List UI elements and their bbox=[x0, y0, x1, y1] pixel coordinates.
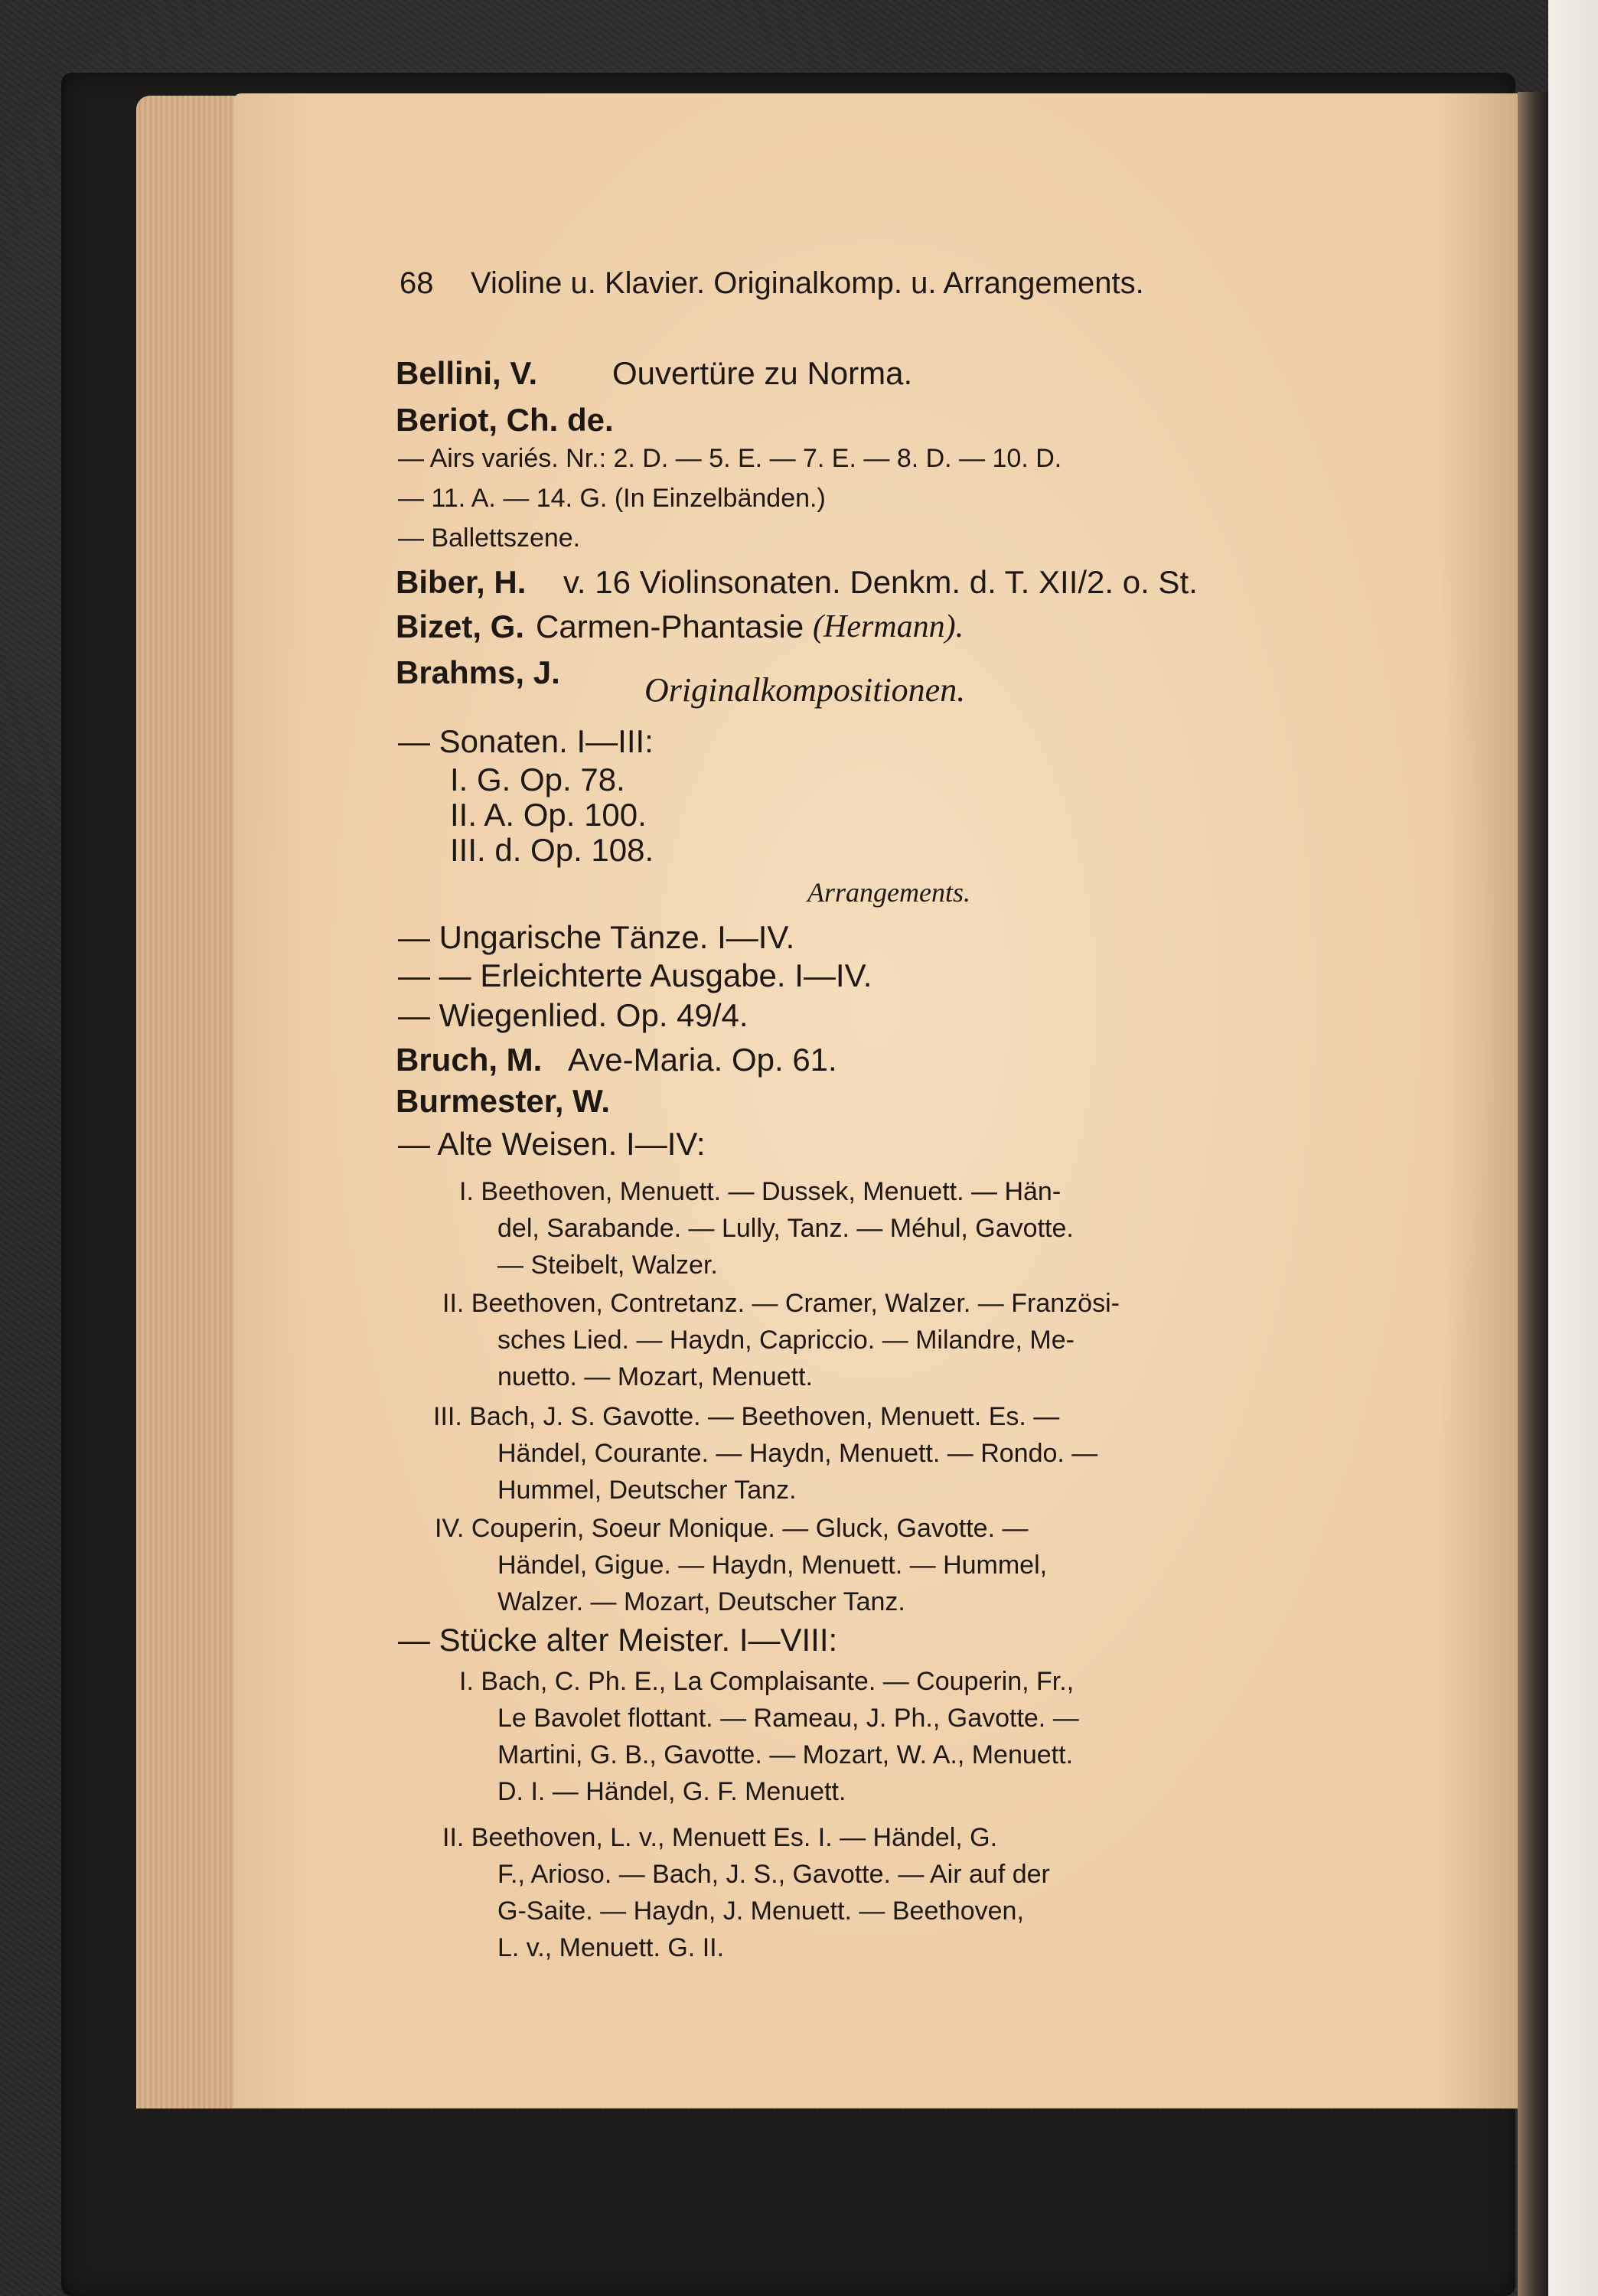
entry-bellini-text: Ouvertüre zu Norma. bbox=[612, 355, 913, 391]
brahms-sonata-1: I. G. Op. 78. bbox=[450, 762, 625, 797]
brahms-arr-3: — Wiegenlied. Op. 49/4. bbox=[398, 997, 748, 1033]
brahms-sonaten: — Sonaten. I—III: bbox=[398, 723, 654, 759]
alte-weisen-II-line-3: nuetto. — Mozart, Menuett. bbox=[497, 1362, 813, 1391]
page-number: 68 bbox=[400, 266, 434, 300]
entry-burmester-name: Burmester, W. bbox=[396, 1083, 611, 1119]
brahms-sonata-2: II. A. Op. 100. bbox=[450, 797, 647, 833]
alte-weisen-III-line-3: Hummel, Deutscher Tanz. bbox=[497, 1476, 797, 1505]
stuecke-II-line-4: L. v., Menuett. G. II. bbox=[497, 1933, 725, 1962]
entry-bizet-arranger: (Hermann). bbox=[813, 609, 964, 644]
alte-weisen-IV-line-1: IV. Couperin, Soeur Monique. — Gluck, Gavotte. — bbox=[435, 1514, 1029, 1543]
stuecke-II-line-3: G-Saite. — Haydn, J. Menuett. — Beethoven, bbox=[497, 1896, 1024, 1926]
brahms-arr-2: — — Erleichterte Ausgabe. I—IV. bbox=[398, 957, 872, 993]
brahms-sonata-3: III. d. Op. 108. bbox=[450, 832, 654, 868]
burmester-stuecke: — Stücke alter Meister. I—VIII: bbox=[398, 1622, 838, 1658]
entry-biber-text: v. 16 Violinsonaten. Denkm. d. T. XII/2. o. St. bbox=[563, 564, 1198, 600]
entry-bellini-name: Bellini, V. bbox=[396, 355, 538, 391]
alte-weisen-III-line-1: III. Bach, J. S. Gavotte. — Beethoven, Menuett. Es. — bbox=[433, 1402, 1060, 1431]
entry-brahms-name: Brahms, J. bbox=[396, 654, 560, 690]
alte-weisen-I-line-2: del, Sarabande. — Lully, Tanz. — Méhul, Gavotte. bbox=[497, 1214, 1074, 1243]
entry-bizet-text: Carmen-Phantasie bbox=[536, 608, 804, 644]
entry-beriot-ballett: — Ballettszene. bbox=[398, 523, 581, 553]
entry-bizet-name: Bizet, G. bbox=[396, 608, 525, 644]
brahms-section-originalkompositionen: Originalkompositionen. bbox=[644, 671, 966, 709]
burmester-alte-weisen: — Alte Weisen. I—IV: bbox=[398, 1126, 706, 1162]
alte-weisen-I-line-1: I. Beethoven, Menuett. — Dussek, Menuett. — Hän- bbox=[459, 1177, 1062, 1206]
brahms-arr-1: — Ungarische Tänze. I—IV. bbox=[398, 919, 795, 955]
entry-bruch-text: Ave-Maria. Op. 61. bbox=[568, 1042, 837, 1078]
alte-weisen-I-line-3: — Steibelt, Walzer. bbox=[497, 1251, 718, 1280]
brahms-section-arrangements: Arrangements. bbox=[807, 877, 970, 908]
stuecke-II-line-2: F., Arioso. — Bach, J. S., Gavotte. — Air auf der bbox=[497, 1860, 1050, 1889]
entry-bruch-name: Bruch, M. bbox=[396, 1042, 543, 1078]
entry-biber-name: Biber, H. bbox=[396, 564, 527, 600]
entry-beriot-name: Beriot, Ch. de. bbox=[396, 402, 614, 438]
stuecke-I-line-1: I. Bach, C. Ph. E., La Complaisante. — Couperin, Fr., bbox=[459, 1667, 1075, 1696]
alte-weisen-II-line-2: sches Lied. — Haydn, Capriccio. — Milandre, Me- bbox=[497, 1326, 1075, 1355]
alte-weisen-III-line-2: Händel, Courante. — Haydn, Menuett. — Rondo. — bbox=[497, 1439, 1098, 1468]
stuecke-I-line-4: D. I. — Händel, G. F. Menuett. bbox=[497, 1777, 846, 1806]
entry-beriot-airs-2: — 11. A. — 14. G. (In Einzelbänden.) bbox=[398, 484, 826, 513]
running-title: Violine u. Klavier. Originalkomp. u. Arrangements. bbox=[471, 266, 1144, 300]
stuecke-I-line-2: Le Bavolet flottant. — Rameau, J. Ph., Gavotte. — bbox=[497, 1704, 1079, 1733]
alte-weisen-IV-line-2: Händel, Gigue. — Haydn, Menuett. — Hummel, bbox=[497, 1551, 1048, 1580]
stuecke-II-line-1: II. Beethoven, L. v., Menuett Es. I. — Händel, G. bbox=[442, 1823, 998, 1852]
entry-beriot-airs-1: — Airs variés. Nr.: 2. D. — 5. E. — 7. E. — 8. D. — 10. D. bbox=[398, 444, 1062, 473]
stuecke-I-line-3: Martini, G. B., Gavotte. — Mozart, W. A., Menuett. bbox=[497, 1740, 1074, 1769]
alte-weisen-II-line-1: II. Beethoven, Contretanz. — Cramer, Walzer. — Französi- bbox=[442, 1289, 1120, 1318]
alte-weisen-IV-line-3: Walzer. — Mozart, Deutscher Tanz. bbox=[497, 1587, 905, 1616]
